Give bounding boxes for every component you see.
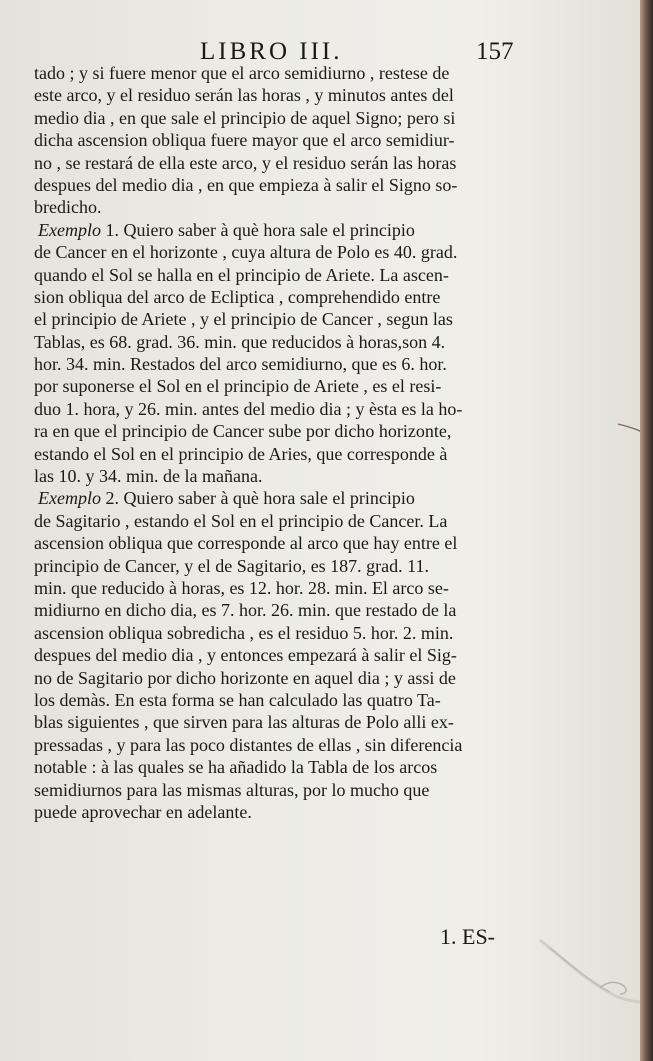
text-line [34, 353, 520, 375]
line-text: este arco, y el residuo serán las horas , y minutos antes del [34, 85, 454, 106]
line-text: quando el Sol se halla en el principio de Ariete. La ascen- [34, 264, 449, 285]
line-text: notable : à las quales se ha añadido la Tabla de los arcos [34, 757, 438, 778]
line-text: puede aprovechar en adelante. [34, 801, 252, 822]
text-line [34, 174, 520, 196]
line-text: despues del medio dia , en que empieza à salir el Signo so- [34, 174, 458, 195]
line-text: de Sagitario , estando el Sol en el principio de Cancer. La [34, 510, 448, 531]
text-line [34, 577, 520, 599]
line-text: ascension obliqua sobredicha , es el residuo 5. hor. 2. min. [34, 622, 454, 643]
text-line [34, 622, 520, 644]
line-text: 2. Quiero saber à què hora sale el principio [100, 488, 415, 509]
text-line [34, 667, 520, 689]
text-line [34, 84, 520, 106]
line-text: por suponerse el Sol en el principio de Ariete , es el resi- [34, 376, 442, 397]
text-line [34, 711, 520, 733]
text-line [34, 532, 520, 554]
text-line [34, 62, 520, 84]
line-text: sion obliqua del arco de Ecliptica , comprehendido entre [34, 286, 441, 307]
line-text: bredicho. [34, 197, 102, 218]
text-line [34, 689, 520, 711]
text-line [34, 420, 520, 442]
line-text: Tablas, es 68. grad. 36. min. que reducidos à horas,son 4. [34, 331, 446, 352]
line-text: no , se restará de ella este arco, y el residuo serán las horas [34, 152, 457, 173]
example-label: Exemplo [38, 488, 101, 509]
text-line [34, 241, 520, 263]
body-text [34, 62, 520, 823]
line-text: el principio de Ariete , y el principio de Cancer , segun las [34, 309, 453, 330]
text-line [34, 801, 520, 823]
text-line [34, 443, 520, 465]
line-text: midiurno en dicho dia, es 7. hor. 26. min. que restado de la [34, 600, 457, 621]
text-line [34, 308, 520, 330]
line-text: estando el Sol en el principio de Aries, que corresponde à [34, 443, 448, 464]
text-line [34, 465, 520, 487]
page-corner-tear-icon [510, 930, 640, 1061]
text-line [34, 196, 520, 218]
line-text: los demàs. En esta forma se han calculado las quatro Ta- [34, 689, 441, 710]
line-text: las 10. y 34. min. de la mañana. [34, 466, 263, 487]
text-line [34, 375, 520, 397]
line-text: ra en que el principio de Cancer sube por dicho horizonte, [34, 421, 452, 442]
text-line [34, 756, 520, 778]
line-text: semidiurnos para las mismas alturas, por lo mucho que [34, 779, 430, 800]
text-line [34, 487, 520, 509]
line-text: hor. 34. min. Restados del arco semidiurno, que es 6. hor. [34, 354, 447, 375]
text-line [34, 129, 520, 151]
text-line [34, 510, 520, 532]
text-line [34, 644, 520, 666]
running-head: LIBRO III. [200, 38, 343, 65]
line-text: tado ; y si fuere menor que el arco semidiurno , restese de [34, 63, 450, 83]
text-line [34, 779, 520, 801]
line-text: duo 1. hora, y 26. min. antes del medio dia ; y èsta es la ho- [34, 398, 463, 419]
line-text: ascension obliqua que corresponde al arco que hay entre el [34, 533, 458, 554]
line-text: de Cancer en el horizonte , cuya altura de Polo es 40. grad. [34, 242, 458, 263]
line-text: despues del medio dia , y entonces empezará à salir el Sig- [34, 645, 457, 666]
text-line [34, 107, 520, 129]
text-line [34, 152, 520, 174]
line-text: medio dia , en que sale el principio de aquel Signo; pero si [34, 107, 456, 128]
text-line [34, 599, 520, 621]
text-line [34, 734, 520, 756]
line-text: min. que reducido à horas, es 12. hor. 28. min. El arco se- [34, 577, 449, 598]
line-text: no de Sagitario por dicho horizonte en aquel dia ; y assi de [34, 667, 456, 688]
line-text: dicha ascension obliqua fuere mayor que el arco semidiur- [34, 130, 455, 151]
page-number: 157 [476, 38, 514, 65]
book-spine [640, 0, 653, 1061]
line-text: 1. Quiero saber à què hora sale el principio [100, 219, 415, 240]
text-line [34, 555, 520, 577]
margin-mark-icon [616, 418, 640, 436]
text-line [34, 398, 520, 420]
example-label: Exemplo [38, 219, 101, 240]
text-line [34, 331, 520, 353]
text-line [34, 219, 520, 241]
line-text: pressadas , y para las poco distantes de ellas , sin diferencia [34, 734, 463, 755]
text-line [34, 264, 520, 286]
line-text: blas siguientes , que sirven para las alturas de Polo alli ex- [34, 712, 454, 733]
catchword: 1. ES- [440, 924, 495, 949]
line-text: principio de Cancer, y el de Sagitario, es 187. grad. 11. [34, 555, 429, 576]
text-line [34, 286, 520, 308]
